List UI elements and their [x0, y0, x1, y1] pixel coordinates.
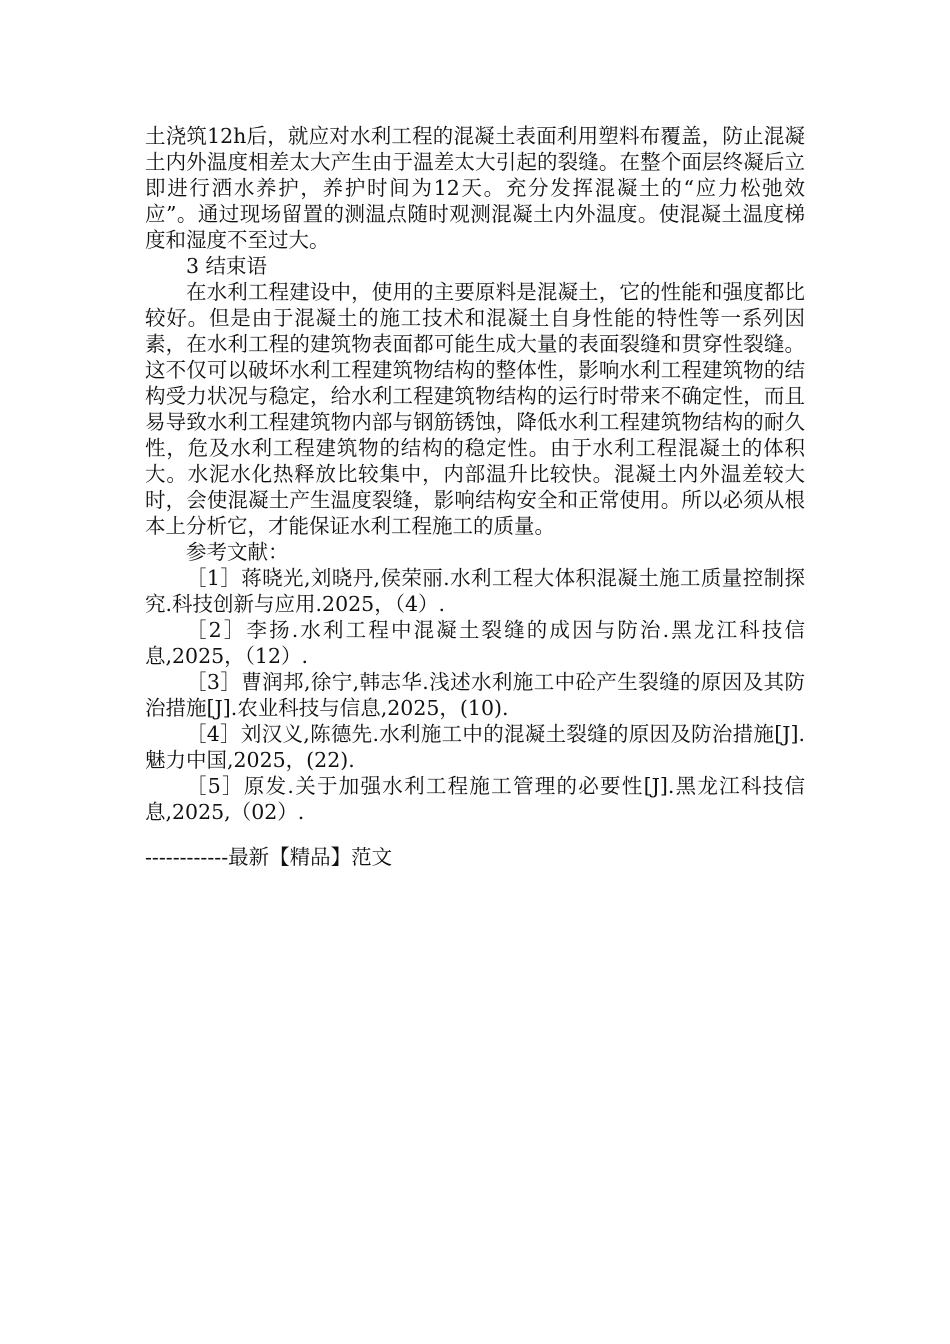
reference-item: ［3］曹润邦,徐宁,韩志华.浅述水利施工中砼产生裂缝的原因及其防治措施[J].农业科技与信息,2025，(10). — [145, 670, 805, 720]
reference-item: ［1］蒋晓光,刘晓丹,侯荣丽.水利工程大体积混凝土施工质量控制探究.科技创新与应用.2025，（4）. — [145, 566, 805, 616]
references-title: 参考文献： — [186, 540, 289, 564]
conclusion-paragraph: 在水利工程建设中，使用的主要原料是混凝土，它的性能和强度都比较好。但是由于混凝土的施工技术和混凝土自身性能的特性等一系列因素，在水利工程的建筑物表面都可能生成大量的表面裂缝和贯穿性裂缝。这不仅可以破坏水利工程建筑物结构的整体性，影响水利工程建筑物的结构受力状况与稳定，给水利工程建筑物结构的运行时带来不确定性，而且易导致水利工程建筑物内部与钢筋锈蚀，降低水利工程建筑物结构的耐久性，危及水利工程建筑物的结构的稳定性。由于水利工程混凝土的体积大。水泥水化热释放比较集中，内部温升比较快。混凝土内外温差较大时，会使混凝土产生温度裂缝，影响结构安全和正常使用。所以必须从根本上分析它，才能保证水利工程施工的质量。 — [145, 280, 805, 538]
document-body — [145, 123, 805, 825]
references-list — [145, 565, 805, 825]
footer-text: ------------最新【精品】范文 — [145, 845, 393, 869]
section-heading: 3 结束语 — [186, 254, 268, 278]
continuation-paragraph: 土浇筑12h后，就应对水利工程的混凝土表面利用塑料布覆盖，防止混凝土内外温度相差太大产生由于温差太大引起的裂缝。在整个面层终凝后立即进行洒水养护，养护时间为12天。充分发挥混凝土的“应力松弛效应”。通过现场留置的测温点随时观测混凝土内外温度。使混凝土温度梯度和湿度不至过大。 — [145, 124, 805, 252]
reference-item: ［2］李扬.水利工程中混凝土裂缝的成因与防治.黑龙江科技信息,2025，（12）. — [145, 618, 805, 668]
reference-item: ［5］原发.关于加强水利工程施工管理的必要性[J].黑龙江科技信息,2025,（02）. — [145, 774, 805, 824]
reference-item: ［4］刘汉义,陈德先.水利施工中的混凝土裂缝的原因及防治措施[J].魅力中国,2025，(22). — [145, 722, 805, 772]
